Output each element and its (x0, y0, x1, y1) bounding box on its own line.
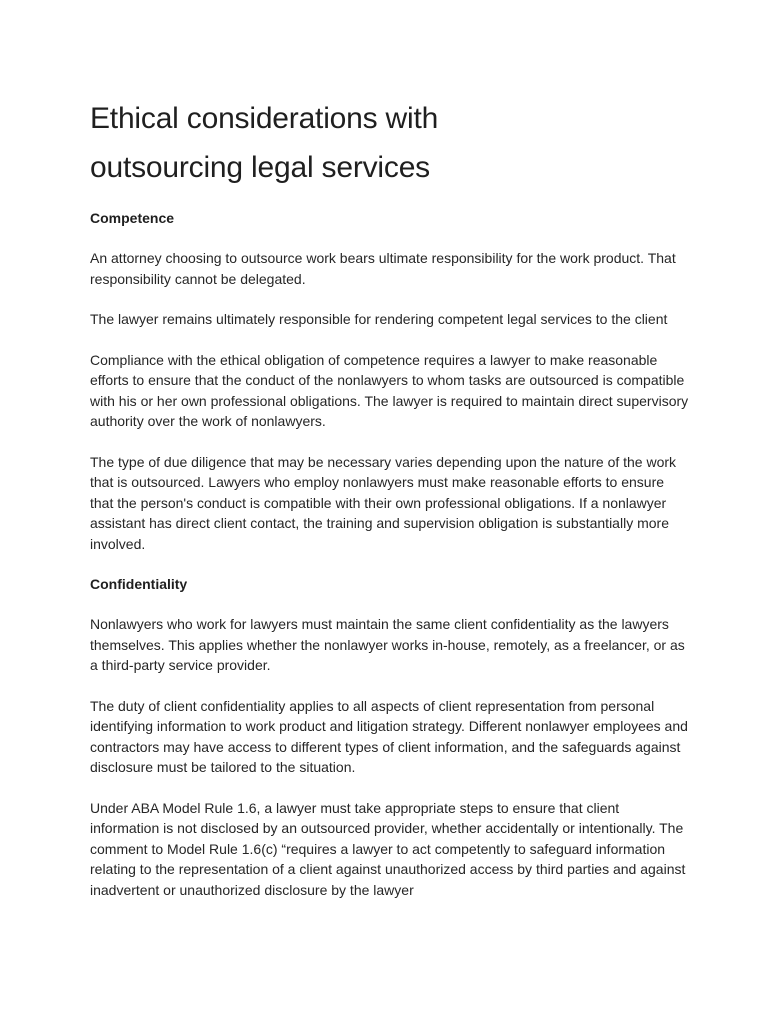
title-line-1: Ethical considerations with (90, 102, 439, 135)
section-competence (90, 208, 690, 554)
document-page (90, 94, 690, 900)
section-heading-confidentiality: Confidentiality (90, 576, 188, 592)
paragraph: The lawyer remains ultimately responsible for rendering competent legal services to the client (90, 311, 668, 327)
paragraph: The duty of client confidentiality applies to all aspects of client representation from personal identifying information to work product and litigation strategy. Different nonlawyer employees and contractors may have access to different types of client information, and the safeguards against disclosure must be tailored to the situation. (90, 697, 688, 775)
section-heading-competence: Competence (90, 210, 175, 226)
paragraph: Compliance with the ethical obligation of competence requires a lawyer to make reasonable efforts to ensure that the conduct of the nonlawyers to whom tasks are outsourced is compatible with his or her own professional obligations. The lawyer is required to maintain direct supervisory authority over the work of nonlawyers. (90, 351, 689, 429)
paragraph: Nonlawyers who work for lawyers must maintain the same client confidentiality as the lawyers themselves. This applies whether the nonlawyer works in-house, remotely, as a freelancer, or as a third-party service provider. (90, 616, 685, 673)
paragraph: An attorney choosing to outsource work bears ultimate responsibility for the work product. That responsibility cannot be delegated. (90, 250, 676, 287)
section-confidentiality (90, 574, 690, 900)
paragraph: Under ABA Model Rule 1.6, a lawyer must take appropriate steps to ensure that client information is not disclosed by an outsourced provider, whether accidentally or intentionally. The comment to Model Rule 1.6(c) “requires a lawyer to act competently to safeguard information relating to the representation of a client against unauthorized access by third parties and against inadvertent or unauthorized disclosure by the lawyer (90, 799, 686, 898)
document-title (90, 94, 690, 192)
paragraph: The type of due diligence that may be necessary varies depending upon the nature of the work that is outsourced. Lawyers who employ nonlawyers must make reasonable efforts to ensure that the person's conduct is compatible with their own professional obligations. If a nonlawyer assistant has direct client contact, the training and supervision obligation is substantially more involved. (90, 453, 677, 552)
title-line-2: outsourcing legal services (90, 151, 430, 184)
